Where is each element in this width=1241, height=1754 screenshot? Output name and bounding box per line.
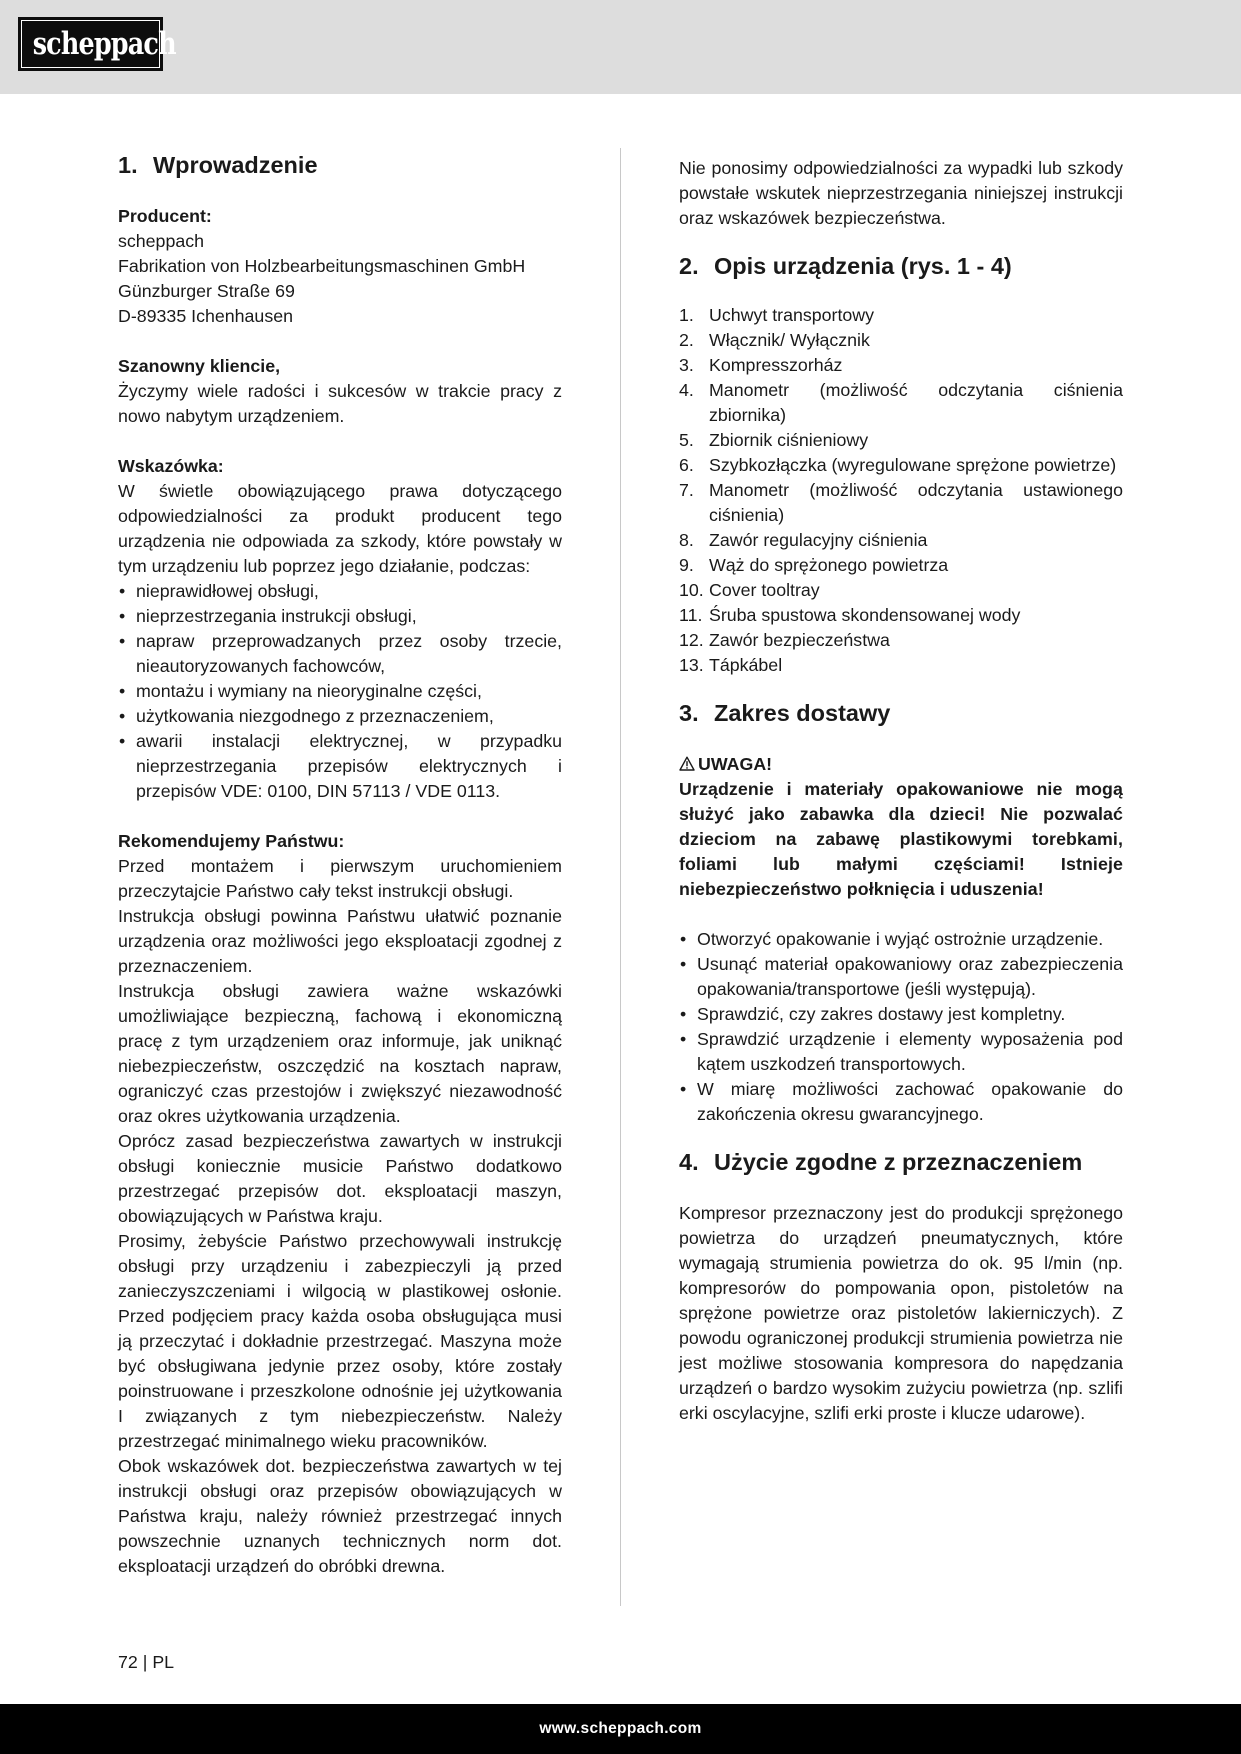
producer-line: D-89335 Ichenhausen: [118, 306, 293, 326]
page-footer: [0, 1704, 1241, 1754]
list-item: 8. Zawór regulacyjny ciśnienia: [679, 530, 928, 550]
list-item: • awarii instalacji elektrycznej, w przypadku nieprzestrzegania przepisów elektrycznych i przepisów VDE: 0100, DIN 57113 / VDE 0113.: [118, 729, 562, 804]
list-item: 7. Manometr (możliwość odczytania ustawionego ciśnienia): [679, 480, 1123, 525]
note-bullet-list: [118, 579, 562, 804]
list-item: 11. Śruba spustowa skondensowanej wody: [679, 605, 1021, 625]
list-item: 13. Tápkábel: [679, 655, 783, 675]
section-heading-introduction: [118, 150, 562, 180]
recommend-paragraph: Obok wskazówek dot. bezpieczeństwa zawartych w tej instrukcji obsługi oraz przepisów obowiązujących w Państwa kraju, należy również przestrzegać innych powszechnie uznanych technicznych norm dot. eksploatacji urządzeń do obróbki drewna.: [118, 1456, 562, 1576]
dear-customer-text: Życzymy wiele radości i sukcesów w trakcie pracy z nowo nabytym urządzeniem.: [118, 381, 562, 426]
dear-customer-label: Szanowny kliencie,: [118, 356, 281, 376]
recommend-label: Rekomendujemy Państwu:: [118, 831, 345, 851]
producer-line: scheppach: [118, 231, 205, 251]
heading-title: Wprowadzenie: [153, 152, 318, 178]
list-item: 9. Wąż do sprężonego powietrza: [679, 555, 949, 575]
list-item: • montażu i wymiany na nieoryginalne części,: [118, 679, 562, 704]
section-heading-description: [679, 251, 1123, 281]
list-item: • Otworzyć opakowanie i wyjąć ostrożnie urządzenie.: [679, 927, 1123, 952]
warning-triangle-icon: [679, 756, 695, 771]
producer-label: Producent:: [118, 206, 212, 226]
page-header: [0, 0, 1241, 94]
footer-url: www.scheppach.com: [539, 1720, 702, 1737]
list-item: 10. Cover tooltray: [679, 580, 820, 600]
producer-line: Günzburger Straße 69: [118, 281, 295, 301]
list-item: • Usunąć materiał opakowaniowy oraz zabezpieczenia opakowania/transportowe (jeśli występują).: [679, 952, 1123, 1002]
parts-list: [679, 303, 1123, 678]
list-item: • W miarę możliwości zachować opakowanie do zakończenia okresu gwarancyjnego.: [679, 1077, 1123, 1127]
heading-title: Zakres dostawy: [714, 700, 891, 726]
list-item: 3. Kompresszorház: [679, 355, 843, 375]
heading-title: Użycie zgodne z przeznaczeniem: [714, 1149, 1083, 1175]
page-number: 72 | PL: [118, 1652, 175, 1672]
usage-text: Kompresor przeznaczony jest do produkcji sprężonego powietrza do urządzeń pneumatycznych, które wymagają strumienia powietrza do ok. 95 l/min (np. kompresorów do pompowania opon, pistoletów na sprężone powietrze oraz pistoletów lakierniczych). Z powodu ograniczonej produkcji strumienia powietrza nie jest możliwe stosowania kompresora do napędzania urządzeń o bardzo wysokim zużyciu powietrza (np. szlifi erki oscylacyjne, szlifi erki proste i klucze udarowe).: [679, 1203, 1123, 1423]
note-label: Wskazówka:: [118, 456, 224, 476]
section-heading-usage: [679, 1147, 1123, 1177]
recommend-paragraph: Instrukcja obsługi zawiera ważne wskazówki umożliwiające bezpieczną, fachową i ekonomiczną pracę z tym urządzeniem oraz informuje, jak uniknąć niebezpieczeństw, oszczędzić na kosztach napraw, ograniczyć czas przestojów i zwiększyć niezawodność oraz okres użytkowania urządzenia.: [118, 981, 562, 1126]
left-column: [118, 150, 562, 1579]
recommend-paragraph: Przed montażem i pierwszym uruchomieniem przeczytajcie Państwo cały tekst instrukcji obsługi.: [118, 856, 562, 901]
logo-text: scheppach: [32, 26, 176, 62]
producer-line: Fabrikation von Holzbearbeitungsmaschinen GmbH: [118, 256, 526, 276]
warning-text: Urządzenie i materiały opakowaniowe nie mogą służyć jako zabawka dla dzieci! Nie pozwalać dzieciom na zabawę plastikowymi torebkami, foliami lub małymi częściami! Istnieje niebezpieczeństwo połknięcia i uduszenia!: [679, 779, 1123, 899]
list-item: 2. Włącznik/ Wyłącznik: [679, 330, 870, 350]
note-text: W świetle obowiązującego prawa dotyczącego odpowiedzialności za produkt producent tego urządzenia nie odpowiada za szkody, które powstały w tym urządzeniu lub poprzez jego działanie, podczas:: [118, 481, 562, 576]
recommend-paragraph: Instrukcja obsługi powinna Państwu ułatwić poznanie urządzenia oraz możliwości jego eksploatacji zgodnej z przeznaczeniem.: [118, 906, 562, 976]
warning-title-text: UWAGA!: [698, 754, 773, 774]
recommend-paragraph: Prosimy, żebyście Państwo przechowywali instrukcję obsługi przy urządzeniu i zabezpieczyli ją przed zanieczyszczeniami i wilgocią w plastikowej osłonie. Przed podjęciem pracy każda osoba obsługująca musi ją przeczytać i dokładnie przestrzegać. Maszyna może być obsługiwana jedynie przez osoby, które zostały poinstruowane i przeszkolone odnośnie jej użytkowania I związanych z tym niebezpieczeństw. Należy przestrzegać minimalnego wieku pracowników.: [118, 1231, 562, 1451]
list-item: 4. Manometr (możliwość odczytania ciśnienia zbiornika): [679, 380, 1123, 425]
recommend-paragraph: Oprócz zasad bezpieczeństwa zawartych w instrukcji obsługi koniecznie musicie Państwo dodatkowo przestrzegać przepisów dot. eksploatacji maszyn, obowiązujących w Państwa kraju.: [118, 1131, 562, 1226]
heading-number: 4.: [679, 1149, 699, 1175]
list-item: 1. Uchwyt transportowy: [679, 305, 875, 325]
heading-number: 1.: [118, 152, 138, 178]
list-item: 5. Zbiornik ciśnieniowy: [679, 430, 869, 450]
heading-number: 2.: [679, 253, 699, 279]
right-column: [679, 156, 1123, 1426]
list-item: • napraw przeprowadzanych przez osoby trzecie, nieautoryzowanych fachowców,: [118, 629, 562, 679]
delivery-bullet-list: [679, 927, 1123, 1127]
liability-text: Nie ponosimy odpowiedzialności za wypadki lub szkody powstałe wskutek nieprzestrzegania niniejszej instrukcji oraz wskazówek bezpieczeństwa.: [679, 158, 1123, 228]
section-heading-delivery: [679, 698, 1123, 728]
list-item: • Sprawdzić, czy zakres dostawy jest kompletny.: [679, 1002, 1123, 1027]
heading-title: Opis urządzenia (rys. 1 - 4): [714, 253, 1012, 279]
list-item: 12. Zawór bezpieczeństwa: [679, 630, 890, 650]
column-divider: [620, 148, 621, 1606]
heading-number: 3.: [679, 700, 699, 726]
warning-title: [679, 752, 1123, 777]
list-item: • użytkowania niezgodnego z przeznaczeniem,: [118, 704, 562, 729]
list-item: 6. Szybkozłączka (wyregulowane sprężone powietrze): [679, 455, 1117, 475]
list-item: • nieprzestrzegania instrukcji obsługi,: [118, 604, 562, 629]
list-item: • Sprawdzić urządzenie i elementy wyposażenia pod kątem uszkodzeń transportowych.: [679, 1027, 1123, 1077]
list-item: • nieprawidłowej obsługi,: [118, 579, 562, 604]
scheppach-logo: [18, 17, 176, 71]
